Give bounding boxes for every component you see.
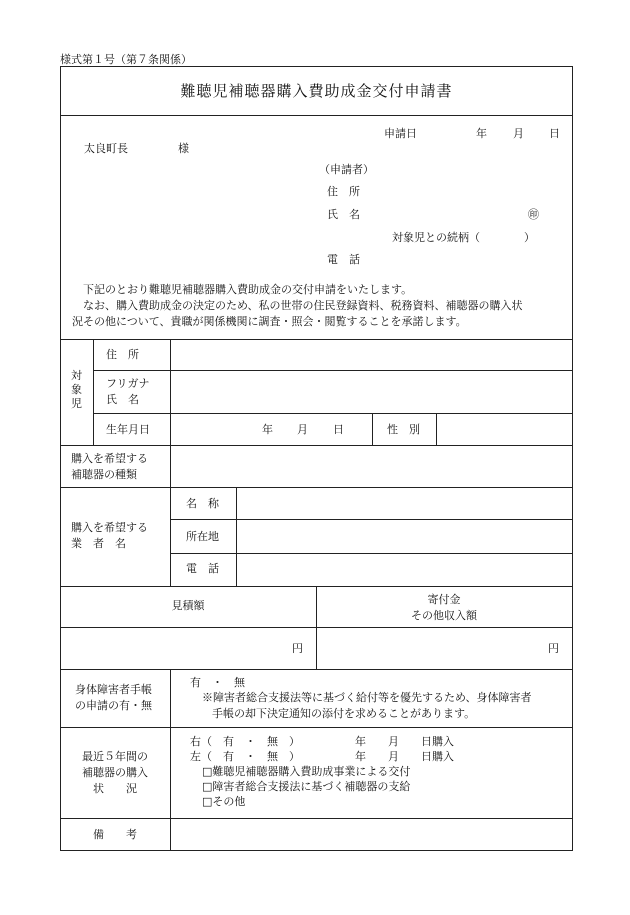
handbook-label-2: の申請の有・無 (75, 699, 152, 712)
seal-mark: ㊞ (528, 208, 539, 221)
vendor-name-label: 名 称 (186, 497, 219, 510)
apply-date-label: 申請日 (384, 127, 417, 140)
relation-label: 対象児との続柄（ ） (392, 231, 535, 244)
handbook-note-1: ※障害者総合支援法等に基づく給付等を優先するため、身体障害者 (202, 691, 532, 704)
history-label-1: 最近５年間の (82, 750, 148, 763)
target-address-label: 住 所 (106, 348, 139, 361)
remarks-label: 備 考 (93, 828, 137, 841)
history-option-1: □難聴児補聴器購入費助成事業による交付 (202, 765, 411, 778)
birthday-label: 生年月日 (106, 423, 150, 436)
divider (60, 669, 573, 670)
divider (60, 115, 573, 116)
divider (60, 818, 573, 819)
donation-label-2: その他収入額 (411, 609, 477, 622)
divider (60, 445, 573, 446)
estimate-yen-unit: 円 (292, 642, 303, 655)
divider (93, 339, 94, 445)
history-left: 左（ 有 ・ 無 ） (190, 750, 300, 763)
divider (170, 669, 171, 727)
applicant-label: （申請者） (319, 163, 374, 176)
form-number: 様式第１号（第７条関係） (60, 53, 192, 66)
divider (372, 413, 373, 445)
divider (436, 413, 437, 445)
history-right: 右（ 有 ・ 無 ） (190, 735, 300, 748)
divider (93, 413, 573, 414)
history-left-date: 年 月 日購入 (355, 750, 454, 763)
divider (170, 818, 171, 850)
apply-day-label: 日 (549, 127, 560, 140)
birth-month-label: 月 (297, 423, 308, 436)
statement-line-2: なお、購入費助成金の決定のため、私の世帯の住民登録資料、税務資料、補聴器の購入状 (72, 299, 523, 312)
handbook-choice: 有 ・ 無 (190, 676, 245, 689)
birth-year-label: 年 (262, 423, 273, 436)
estimate-label: 見積額 (171, 599, 205, 612)
vendor-location-label: 所在地 (186, 530, 219, 543)
apply-year-label: 年 (476, 127, 487, 140)
handbook-label-1: 身体障害者手帳 (75, 683, 152, 696)
history-option-2: □障害者総合支援法に基づく補聴器の支給 (202, 780, 411, 793)
divider (60, 627, 573, 628)
divider (170, 339, 171, 445)
applicant-address-label: 住 所 (327, 185, 360, 198)
applicant-phone-label: 電 話 (327, 253, 360, 266)
birth-day-label: 日 (333, 423, 344, 436)
history-label-2: 補聴器の購入 (82, 766, 148, 779)
target-child-label: 対象児 (71, 369, 82, 410)
form-title: 難聴児補聴器購入費助成金交付申請書 (180, 82, 453, 100)
apply-month-label: 月 (513, 127, 524, 140)
divider (170, 519, 573, 520)
applicant-name-label: 氏 名 (327, 208, 360, 221)
donation-label-1: 寄付金 (427, 593, 461, 606)
honorific: 様 (178, 142, 189, 155)
divider (93, 370, 573, 371)
statement-line-3: 況その他について、貴職が関係機関に調査・照会・閲覧することを承諾します。 (72, 315, 467, 328)
history-label-3: 状 況 (93, 782, 137, 795)
vendor-label-1: 購入を希望する (71, 521, 148, 534)
target-furigana-label: フリガナ (106, 377, 150, 390)
vendor-label-2: 業 者 名 (71, 537, 126, 550)
divider (170, 445, 171, 487)
vendor-phone-label: 電 話 (186, 562, 219, 575)
divider (60, 487, 573, 488)
handbook-note-2: 手帳の却下決定通知の添付を求めることがあります。 (212, 707, 476, 720)
divider (60, 727, 573, 728)
history-right-date: 年 月 日購入 (355, 735, 454, 748)
divider (170, 727, 171, 818)
statement-line-1: 下記のとおり難聴児補聴器購入費助成金の交付申請をいたします。 (72, 283, 413, 296)
donation-yen-unit: 円 (548, 642, 559, 655)
divider (170, 553, 573, 554)
divider (170, 487, 171, 586)
device-type-label-2: 補聴器の種類 (71, 468, 137, 481)
device-type-label-1: 購入を希望する (71, 452, 148, 465)
history-option-3: □その他 (202, 795, 246, 808)
gender-label: 性 別 (387, 423, 420, 436)
target-name-label: 氏 名 (106, 393, 139, 406)
addressee: 太良町長 (84, 142, 128, 155)
divider (60, 339, 573, 340)
divider (236, 487, 237, 586)
